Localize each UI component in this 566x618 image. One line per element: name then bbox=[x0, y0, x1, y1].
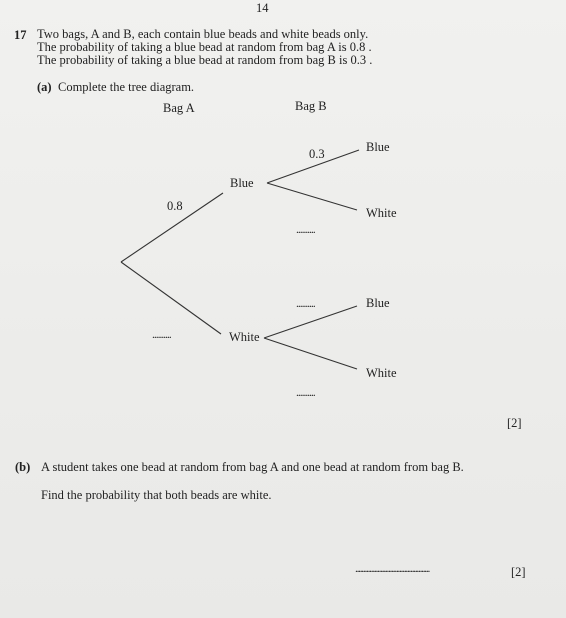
answer-line[interactable]: ............................................... bbox=[355, 563, 430, 575]
part-b-label: (b) bbox=[15, 460, 31, 474]
blank-blue-given-white[interactable]: .......... bbox=[296, 298, 315, 310]
prob-blue-a: 0.8 bbox=[167, 199, 183, 213]
bag-b-label: Bag B bbox=[295, 99, 327, 113]
node-b-white-2: White bbox=[366, 366, 397, 380]
part-b-marks: [2] bbox=[511, 565, 526, 579]
branch-blue-white bbox=[267, 183, 357, 210]
question-line-2: The probability of taking a blue bead at random from bag A is 0.8 . bbox=[37, 40, 372, 54]
branch-white-blue bbox=[264, 306, 357, 338]
part-a-label: (a) bbox=[37, 80, 52, 94]
prob-blue-b: 0.3 bbox=[309, 147, 325, 161]
node-a-blue: Blue bbox=[230, 176, 254, 190]
blank-white-a[interactable]: .......... bbox=[152, 329, 171, 341]
page-number: 14 bbox=[256, 1, 269, 15]
question-line-3: The probability of taking a blue bead at random from bag B is 0.3 . bbox=[37, 53, 373, 67]
branch-a-white bbox=[121, 262, 221, 334]
blank-white-given-blue[interactable]: .......... bbox=[296, 224, 315, 236]
bag-a-label: Bag A bbox=[163, 101, 195, 115]
part-a-instruction: Complete the tree diagram. bbox=[58, 80, 195, 94]
question-number: 17 bbox=[14, 28, 27, 42]
part-a-marks: [2] bbox=[507, 416, 522, 430]
node-b-blue-1: Blue bbox=[366, 140, 390, 154]
node-b-blue-2: Blue bbox=[366, 296, 390, 310]
node-b-white-1: White bbox=[366, 206, 397, 220]
part-b-question: Find the probability that both beads are white. bbox=[41, 488, 272, 502]
blank-white-given-white[interactable]: .......... bbox=[296, 387, 315, 399]
part-b-text: A student takes one bead at random from bag A and one bead at random from bag B. bbox=[41, 460, 464, 474]
node-a-white: White bbox=[229, 330, 260, 344]
branch-white-white bbox=[264, 338, 357, 369]
question-line-1: Two bags, A and B, each contain blue beads and white beads only. bbox=[37, 27, 369, 41]
